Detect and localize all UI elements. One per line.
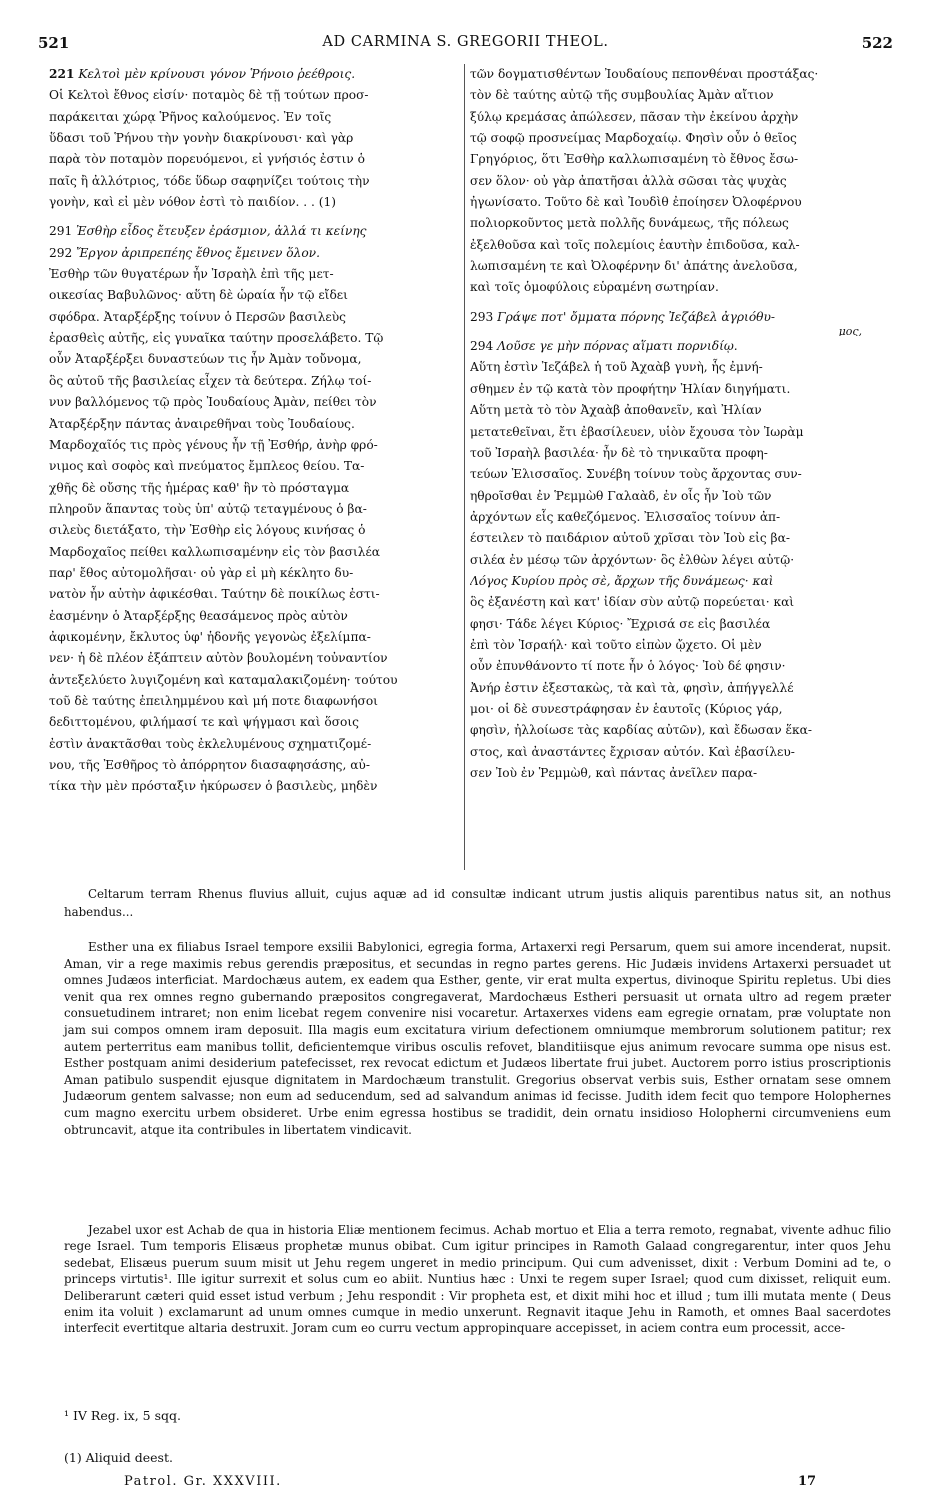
- commentary-line: ἐστὶν ἀνακτᾶσθαι τοὺς ἐκλελυμένους σχηματιζομέ-: [49, 736, 372, 751]
- verse-221: 221 Κελτοὶ μὲν κρίνουσι γόνον Ῥήνοιο ῥεέθροις.: [49, 67, 356, 81]
- commentary-line: ἐξελθοῦσα καὶ τοῖς πολεμίοις ἑαυτὴν ἐπιδοῦσα, καλ-: [470, 237, 800, 252]
- verse-293: 293 Γράψε ποτ' ὄμματα πόρνης Ἰεζάβελ ἀγριόθυ-: [470, 309, 776, 324]
- commentary-line: ἐρασθεὶς αὐτῆς, εἰς γυναῖκα ταύτην προσελάβετο. Τῷ: [49, 331, 384, 346]
- commentary-line: παράκειται χώρᾳ Ῥῆνος καλούμενος. Ἐν τοῖς: [49, 109, 332, 124]
- commentary-line: ἀντεξελύετο λυγιζομένη καὶ καταμαλακιζομένη· τούτου: [49, 672, 398, 687]
- commentary-line: τοῦ Ἰσραὴλ βασιλέα· ἦν δὲ τὸ τηνικαῦτα προφη-: [470, 445, 768, 460]
- commentary-line: οὖν ἐπυνθάνοντο τί ποτε ἦν ὁ λόγος· Ἰοὺ δέ φησιν·: [470, 659, 786, 674]
- page-number-right: 522: [861, 34, 893, 52]
- commentary-line: καὶ τοῖς ὁμοφύλοις εὑραμένη σωτηρίαν.: [470, 280, 719, 295]
- commentary-line: γονὴν, καὶ εἰ μὲν νόθον ἐστὶ τὸ παιδίον. . . (1): [49, 195, 337, 210]
- footnote-scripture: ¹ IV Reg. ix, 5 sqq.: [64, 1408, 181, 1423]
- commentary-line: Ἀνήρ ἐστιν ἐξεστακὼς, τὰ καὶ τὰ, φησὶν, ἀπήγγελλέ: [470, 680, 794, 695]
- commentary-line: νατὸν ἦν αὐτὴν ἀφικέσθαι. Ταύτην δὲ ποικίλως ἐστι-: [49, 587, 380, 602]
- latin-translation-3: Jezabel uxor est Achab de qua in historia Eliæ mentionem fecimus. Achab mortuo et Elia a terra remoto, regnabat, vivente adhuc filio rege Israel. Tum temporis Elisæus prophetæ munus obibat. Cum igitur principes in Ramoth Galaad congregarentur, inter quos Jehu sedebat, Elisæus puerum suum misit ut Jehu regem ungeret in medio principum. Qui cum advenisset, dixit : Verbum Domini ad te, o princeps virtutis¹. Ille igitur surrexit et solus cum eo abiit. Nuntius hæc : Unxi te regem super Israel; quod cum dixisset, reliquit eum. Deliberarunt cæteri quid esset istud verbum ; Jehu respondit : Vir propheta est, et dixit mihi hoc et illud ; tum illi mutata mente ( Deus enim ita voluit ) exclamarunt ad unum omnes cumque in medio unxerunt. Regnavit itaque Jehu in Ramoth, et omnes Baal sacerdotes interfecit evertitque altaria destruxit. Joram cum eo curru vectum appropinquare accepisset, in aciem contra eum processit, acce-: [64, 1223, 891, 1336]
- signature-number: 17: [798, 1474, 817, 1489]
- commentary-line: παρ' ἔθος αὐτομολῆσαι· οὐ γὰρ εἰ μὴ κέκλητο δυ-: [49, 565, 354, 580]
- commentary-line: λωπισαμένη τε καὶ Ὀλοφέρνην δι' ἀπάτης ἀνελοῦσα,: [470, 259, 798, 274]
- signature-mark: Patrol. Gr. XXXVIII.: [124, 1474, 282, 1489]
- commentary-line: Μαρδοχαῖος πείθει καλλωπισαμένην εἰς τὸν βασιλέα: [49, 544, 380, 559]
- commentary-line: σεν Ἰοὺ ἐν Ῥεμμὼθ, καὶ πάντας ἀνεῖλεν παρα-: [470, 766, 758, 780]
- commentary-line: νου, τῆς Ἐσθῆρος τὸ ἀπόρρητον διασαφησάσης, αὐ-: [49, 758, 370, 772]
- commentary-line: παρὰ τὸν ποταμὸν πορευόμενοι, εἰ γνήσιός ἐστιν ὁ: [49, 152, 365, 167]
- commentary-line: ἀρχόντων εἷς καθεζόμενος. Ἐλισσαῖος τοίνυν ἀπ-: [470, 509, 781, 524]
- commentary-line: Λόγος Κυρίου πρὸς σὲ, ἄρχων τῆς δυνάμεως· καὶ: [470, 573, 774, 588]
- commentary-line: οὖν Ἀταρξέρξει δυναστεύων τις ἦν Ἀμὰν τοὔνομα,: [49, 352, 362, 367]
- footnote-lacuna: (1) Aliquid deest.: [64, 1450, 173, 1465]
- commentary-line: σιλεὺς διετάξατο, τὴν Ἐσθὴρ εἰς λόγους κινήσας ὁ: [49, 523, 366, 538]
- running-title: AD CARMINA S. GREGORII THEOL.: [322, 34, 609, 50]
- right-column: [470, 64, 898, 784]
- commentary-line: οικεσίας Βαβυλῶνος· αὕτη δὲ ὡραία ἦν τῷ εἴδει: [49, 288, 348, 303]
- commentary-line: τὸν δὲ ταύτης αὐτῷ τῆς συμβουλίας Ἀμὰν αἴτιον: [470, 88, 774, 103]
- commentary-line: σεν ὅλον· οὐ γὰρ ἀπατῆσαι ἀλλὰ σῶσαι τὰς ψυχὰς: [470, 173, 787, 188]
- commentary-line: πληροῦν ἅπαντας τοὺς ὑπ' αὐτῷ τεταγμένους ὁ βα-: [49, 501, 367, 516]
- verse-293-continuation: μος,: [838, 328, 862, 337]
- commentary-line: ὕδασι τοῦ Ῥήνου τὴν γονὴν διακρίνουσι· καὶ γὰρ: [49, 131, 354, 146]
- commentary-line: νεν· ἡ δὲ πλέον ἐξάπτειν αὐτὸν βουλομένη τοὐναντίον: [49, 651, 388, 666]
- commentary-line: ἠγωνίσατο. Τοῦτο δὲ καὶ Ἰουδὶθ ἐποίησεν Ὀλοφέρνου: [470, 195, 802, 210]
- commentary-line: ἐπὶ τὸν Ἰσραήλ· καὶ τοῦτο εἰπὼν ᾤχετο. Οἱ μὲν: [470, 637, 762, 652]
- commentary-line: Μαρδοχαῖός τις πρὸς γένους ἦν τῇ Ἐσθήρ, ἀνὴρ φρό-: [49, 437, 378, 452]
- commentary-line: ὃς ἐξανέστη καὶ κατ' ἰδίαν σὺν αὐτῷ πορεύεται· καὶ: [470, 595, 795, 610]
- running-header: [38, 34, 893, 54]
- commentary-line: Ἀταρξέρξην πάντας ἀναιρεθῆναι τοὺς Ἰουδαίους.: [49, 416, 355, 431]
- commentary-line: σιλέα ἐν μέσῳ τῶν ἀρχόντων· ὃς ἐλθὼν λέγει αὐτῷ·: [470, 552, 795, 567]
- commentary-line: σθημεν ἐν τῷ κατὰ τὸν προφήτην Ἠλίαν διηγήματι.: [470, 381, 791, 396]
- commentary-line: νυν βαλλόμενος τῷ πρὸς Ἰουδαίους Ἀμὰν, πείθει τὸν: [49, 395, 377, 410]
- latin-translation-2: Esther una ex filiabus Israel tempore exsilii Babylonici, egregia forma, Artaxerxi regi Persarum, quem sui amore incenderat, nupsit. Aman, vir a rege maximis rebus gerendis præpositus, et secundas in regno partes gerens. Hic Judæis invidens Artaxerxi persuadet ut omnes Judæos interficiat. Mardochæus autem, ex eadem qua Esther, gente, vir erat multa expertus, divinoque Spiritu repletus. Ubi dies venit qua rex omnes regno gubernando præpositos congregaverat, Mardochæus Estheri persuasit ut ornata ultro ad regem præter consuetudinem intraret; non enim licebat regem convenire nisi vocaretur. Artaxerxes videns eam egregie ornatam, præ voluptate non jam sui compos omnem iram deposuit. Illa magis eum excitatura virium defectionem omniumque membrorum solutionem patitur; rex autem perterritus eam manibus tollit, deficientemque viribus osculis refovet, blanditiisque ejus animum revocare summa ope nisus est. Esther postquam animi desiderium patefecisset, rex revocat edictum et Judæos libertate frui jubet. Auctorem porro istius proscriptionis Aman patibulo suspendit ejusque dignitatem in Mardochæum transtulit. Gregorius observat verbis suis, Esther ornatam sese omnem Judæorum gentem salvasse; non eum ad seducendum, sed ad salvandum animas id fecisse. Judith idem fecit quo tempore Holophernes cum magno exercitu urbem obsideret. Urbe enim egressa hostibus se tradidit, dein ornatu insidioso Holopherni circumveniens eum obtruncavit, atque ita contribules in libertatem vindicavit.: [64, 940, 891, 1137]
- commentary-line: νιμος καὶ σοφὸς καὶ πνεύματος ἔμπλεος θείου. Τα-: [49, 459, 365, 474]
- commentary-line: ἀφικομένην, ἔκλυτος ὑφ' ἡδονῆς γεγονὼς ἐξελίμπα-: [49, 629, 371, 644]
- commentary-line: Αὕτη ἐστὶν Ἰεζάβελ ἡ τοῦ Ἀχαὰβ γυνὴ, ἧς ἐμνή-: [470, 360, 763, 375]
- commentary-line: μετατεθεῖναι, ἔτι ἐβασίλευεν, υἱὸν ἔχουσα τὸν Ἰωρὰμ: [470, 424, 804, 439]
- commentary-line: παῖς ἢ ἀλλότριος, τόδε ὕδωρ σαφηνίζει τούτοις τὴν: [49, 173, 370, 188]
- left-column: [49, 64, 461, 798]
- verse-292: 292 Ἔργον ἀριπρεπέης ἔθνος ἔμεινεν ὅλον.: [49, 245, 320, 260]
- commentary-line: σφόδρα. Ἀταρξέρξης τοίνυν ὁ Περσῶν βασιλεὺς: [49, 309, 346, 324]
- commentary-line: ὃς αὐτοῦ τῆς βασιλείας εἶχεν τὰ δεύτερα. Ζήλῳ τοί-: [49, 373, 372, 388]
- commentary-line: τῶν δογματισθέντων Ἰουδαίους πεπονθέναι προστάξας·: [470, 67, 819, 81]
- commentary-line: Αὕτη μετὰ τὸ τὸν Ἀχαὰβ ἀποθανεῖν, καὶ Ἠλίαν: [470, 403, 762, 418]
- latin-translation-1: Celtarum terram Rhenus fluvius alluit, cujus aquæ ad id consultæ indicant utrum justis aliquis parentibus natus sit, an nothus habendus...: [64, 887, 891, 919]
- commentary-line: δεδιττομένου, φιλήμασί τε καὶ ψήγμασι καὶ ὅσοις: [49, 715, 359, 730]
- commentary-line: φησὶν, ἠλλοίωσε τὰς καρδίας αὐτῶν), καὶ ἔδωσαν ἕκα-: [470, 723, 813, 738]
- commentary-line: τίκα τὴν μὲν πρόσταξιν ἠκύρωσεν ὁ βασιλεὺς, μηδὲν: [49, 779, 378, 794]
- commentary-line: Γρηγόριος, ὅτι Ἐσθὴρ καλλωπισαμένη τὸ ἔθνος ἔσω-: [470, 152, 799, 167]
- commentary-line: πολιορκοῦντος μετὰ πολλῆς δυνάμεως, τῆς πόλεως: [470, 216, 789, 231]
- commentary-line: Οἱ Κελτοὶ ἔθνος εἰσίν· ποταμὸς δὲ τῇ τούτων προσ-: [49, 88, 369, 103]
- commentary-line: Ἐσθὴρ τῶν θυγατέρων ἦν Ἰσραὴλ ἐπὶ τῆς μετ-: [49, 267, 334, 282]
- commentary-line: έστειλεν τὸ παιδάριον αὐτοῦ χρῖσαι τὸν Ἰοὺ εἰς βα-: [470, 531, 790, 546]
- verse-291: 291 Ἐσθὴρ εἶδος ἔτευξεν ἐράσμιον, ἀλλά τι κείνης: [49, 224, 367, 239]
- commentary-line: ἐασμένην ὁ Ἀταρξέρξης θεασάμενος πρὸς αὐτὸν: [49, 608, 348, 623]
- commentary-line: μοι· οἱ δὲ συνεστράφησαν ἐν ἑαυτοῖς (Κύριος γάρ,: [470, 701, 783, 716]
- verse-294: 294 Λοῦσε γε μὴν πόρνας αἵματι πορνιδίῳ.: [470, 339, 738, 354]
- commentary-line: στος, καὶ ἀναστάντες ἔχρισαν αὐτόν. Καὶ ἐβασίλευ-: [470, 744, 795, 759]
- commentary-line: τοῦ δὲ ταύτης ἐπειλημμένου καὶ μή ποτε διαφωνήσοι: [49, 693, 378, 708]
- commentary-line: ξύλῳ κρεμάσας ἀπώλεσεν, πᾶσαν τὴν ἐκείνου ἀρχὴν: [470, 109, 799, 124]
- commentary-line: ηθροῖσθαι ἐν Ῥεμμὼθ Γαλαὰδ, ἐν οἷς ἦν Ἰοὺ τῶν: [470, 488, 772, 503]
- commentary-line: τεύων Ἐλισσαῖος. Συνέβη τοίνυν τοὺς ἄρχοντας συν-: [470, 467, 802, 482]
- column-divider: [464, 64, 465, 870]
- commentary-line: τῷ σοφῷ προσνείμας Μαρδοχαίῳ. Φησὶν οὖν ὁ θεῖος: [470, 131, 797, 146]
- commentary-line: φησι· Τάδε λέγει Κύριος· Ἔχρισά σε εἰς βασιλέα: [470, 616, 771, 631]
- page-number-left: 521: [38, 34, 70, 52]
- commentary-line: χθῆς δὲ οὔσης τῆς ἡμέρας καθ' ἣν τὸ πρόσταγμα: [49, 480, 350, 495]
